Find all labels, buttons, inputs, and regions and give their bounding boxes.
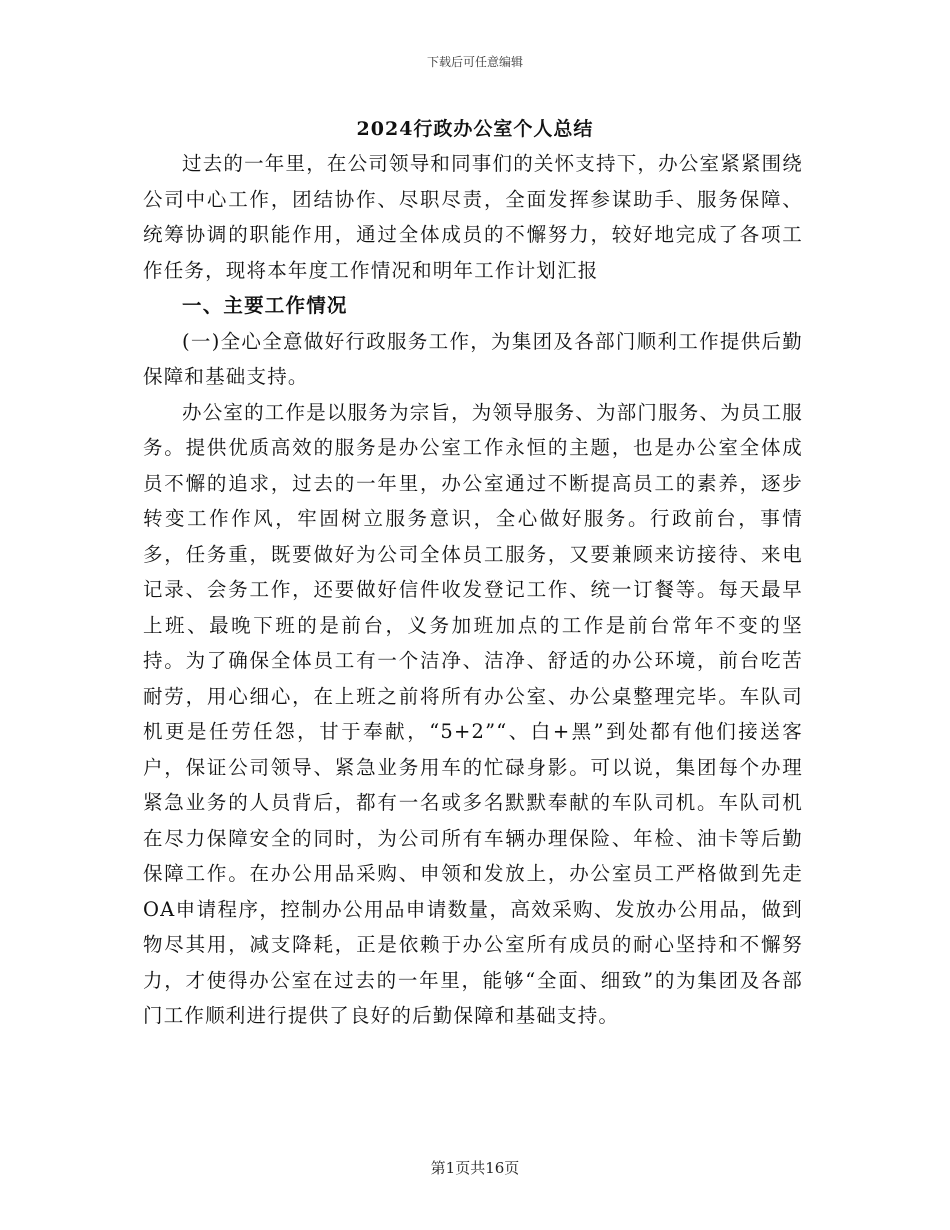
document-body (143, 146, 803, 1034)
intro-paragraph: 过去的一年里，在公司领导和同事们的关怀支持下，办公室紧紧围绕公司中心工作，团结协作、尽职尽责，全面发挥参谋助手、服务保障、统筹协调的职能作用，通过全体成员的不懈努力，较好地完成了各项工作任务，现将本年度工作情况和明年工作计划汇报 (143, 152, 804, 282)
page-header-note: 下载后可任意编辑 (426, 55, 523, 69)
document-title: 2024行政办公室个人总结 (356, 118, 594, 140)
page-number: 第1页共16页 (430, 1159, 520, 1177)
subsection-heading: (一)全心全意做好行政服务工作，为集团及各部门顺利工作提供后勤保障和基础支持。 (143, 329, 803, 388)
section-heading: 一、主要工作情况 (182, 294, 348, 317)
body-paragraph: 办公室的工作是以服务为宗旨，为领导服务、为部门服务、为员工服务。提供优质高效的服务是办公室工作永恒的主题，也是办公室全体成员不懈的追求，过去的一年里，办公室通过不断提高员工的素养，逐步转变工作作风，牢固树立服务意识，全心做好服务。行政前台，事情多，任务重，既要做好为公司全体员工服务，又要兼顾来访接待、来电记录、会务工作，还要做好信件收发登记工作、统一订餐等。每天最早上班、最晚下班的是前台，义务加班加点的工作是前台常年不变的坚持。为了确保全体员工有一个洁净、洁净、舒适的办公环境，前台吃苦耐劳，用心细心，在上班之前将所有办公室、办公桌整理完毕。车队司机更是任劳任怨，甘于奉献，“5+2”“、白+黑”到处都有他们接送客户，保证公司领导、紧急业务用车的忙碌身影。可以说，集团每个办理紧急业务的人员背后，都有一名或多名默默奉献的车队司机。车队司机在尽力保障安全的同时，为公司所有车辆办理保险、年检、油卡等后勤保障工作。在办公用品采购、申领和发放上，办公室员工严格做到先走OA申请程序，控制办公用品申请数量，高效采购、发放办公用品，做到物尽其用，减支降耗，正是依赖于办公室所有成员的耐心坚持和不懈努力，才使得办公室在过去的一年里，能够“全面、细致”的为集团及各部门工作顺利进行提供了良好的后勤保障和基础支持。 (143, 400, 804, 1027)
